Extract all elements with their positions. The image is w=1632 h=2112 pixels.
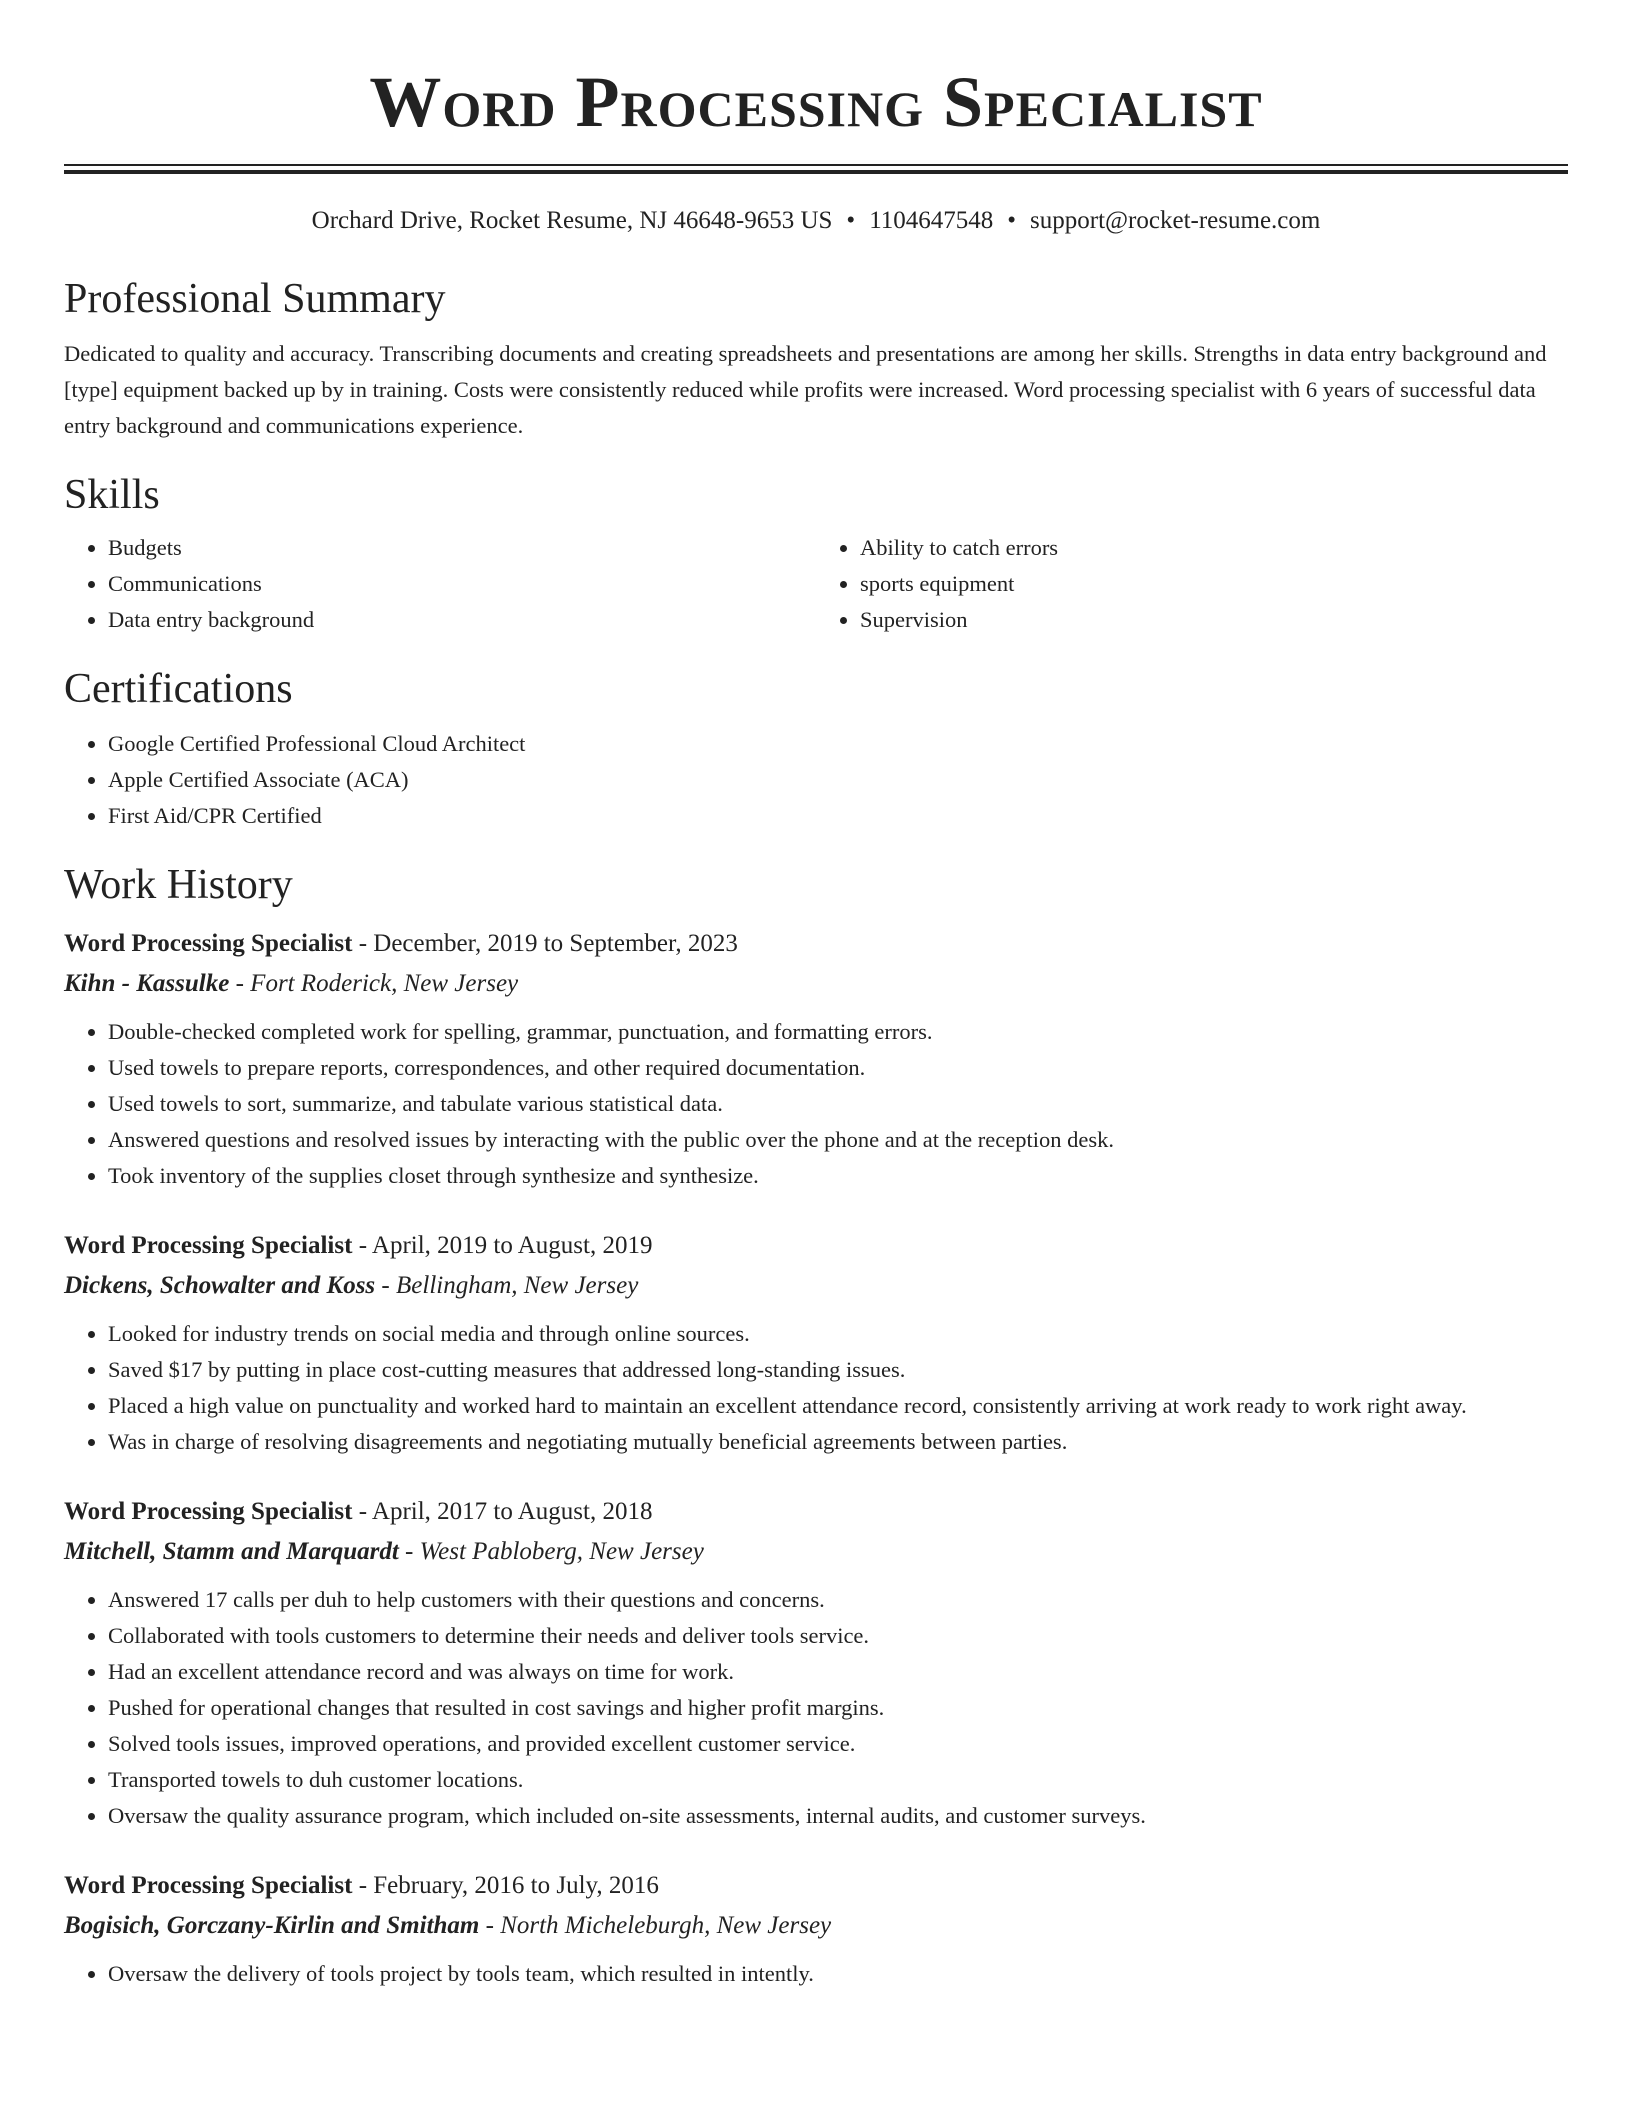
job-company: Bogisich, Gorczany-Kirlin and Smitham — [64, 1912, 480, 1939]
skill-item: • Budgets — [108, 530, 816, 566]
skills-list-right — [816, 530, 1568, 638]
job-employer — [64, 1532, 1568, 1572]
job-bullet: • Pushed for operational changes that resulted in cost savings and higher profit margins. — [108, 1690, 1568, 1726]
job-bullet: • Used towels to sort, summarize, and tabulate various statistical data. — [108, 1086, 1568, 1122]
skill-item: • sports equipment — [860, 566, 1568, 602]
job-company: Mitchell, Stamm and Marquardt — [64, 1538, 399, 1565]
job-dash: - — [235, 970, 244, 997]
job-bullet: • Collaborated with tools customers to determine their needs and deliver tools service. — [108, 1618, 1568, 1654]
job-dates: April, 2017 to August, 2018 — [371, 1498, 653, 1525]
contact-phone: 1104647548 — [869, 207, 994, 234]
job-bullet: • Answered 17 calls per duh to help customers with their questions and concerns. — [108, 1582, 1568, 1618]
job-header — [64, 1492, 1568, 1532]
certification-item: • Google Certified Professional Cloud Architect — [108, 726, 1568, 762]
job-entry — [64, 1226, 1568, 1460]
job-location: Bellingham, New Jersey — [396, 1272, 639, 1299]
job-company: Kihn - Kassulke — [64, 970, 230, 997]
job-entry — [64, 1492, 1568, 1834]
contact-email: support@rocket-resume.com — [1030, 207, 1321, 234]
job-bullet: • Answered questions and resolved issues by interacting with the public over the phone and at the reception desk. — [108, 1122, 1568, 1158]
summary-heading: Professional Summary — [64, 276, 446, 322]
job-dash: - — [405, 1538, 414, 1565]
contact-line — [64, 204, 1568, 238]
job-bullet: • Oversaw the delivery of tools project by tools team, which resulted in intently. — [108, 1956, 1568, 1992]
job-bullets — [64, 1582, 1568, 1834]
job-bullet: • Was in charge of resolving disagreements and negotiating mutually beneficial agreements between parties. — [108, 1424, 1568, 1460]
job-bullet: • Saved $17 by putting in place cost-cutting measures that addressed long-standing issues. — [108, 1352, 1568, 1388]
contact-address: Orchard Drive, Rocket Resume, NJ 46648-9653 US — [311, 207, 833, 234]
job-bullet: • Oversaw the quality assurance program, which included on-site assessments, internal audits, and customer surveys. — [108, 1798, 1568, 1834]
job-bullet: • Transported towels to duh customer locations. — [108, 1762, 1568, 1798]
job-dates: April, 2019 to August, 2019 — [371, 1232, 653, 1259]
job-bullets — [64, 1014, 1568, 1194]
job-employer — [64, 1266, 1568, 1306]
skills-columns — [64, 530, 1568, 638]
job-bullets — [64, 1956, 1568, 1992]
job-location: Fort Roderick, New Jersey — [250, 970, 519, 997]
job-dash: - — [381, 1272, 390, 1299]
job-bullet: • Solved tools issues, improved operations, and provided excellent customer service. — [108, 1726, 1568, 1762]
skill-item: • Ability to catch errors — [860, 530, 1568, 566]
job-bullets — [64, 1316, 1568, 1460]
certification-item: • First Aid/CPR Certified — [108, 798, 1568, 834]
job-dates: February, 2016 to July, 2016 — [373, 1872, 659, 1899]
job-employer — [64, 1906, 1568, 1946]
job-header — [64, 1226, 1568, 1266]
job-entry — [64, 924, 1568, 1194]
job-dates: December, 2019 to September, 2023 — [373, 930, 738, 957]
contact-separator: • — [1007, 207, 1017, 234]
work-history-heading: Work History — [64, 862, 293, 908]
job-location: West Pabloberg, New Jersey — [419, 1538, 704, 1565]
job-bullet: • Double-checked completed work for spelling, grammar, punctuation, and formatting errors. — [108, 1014, 1568, 1050]
skill-item: • Communications — [108, 566, 816, 602]
job-bullet: • Had an excellent attendance record and was always on time for work. — [108, 1654, 1568, 1690]
job-header — [64, 1866, 1568, 1906]
job-dash: - — [358, 1232, 368, 1259]
resume-title: Word Processing Specialist — [369, 62, 1263, 142]
certifications-list — [64, 726, 1568, 834]
job-location: North Micheleburgh, New Jersey — [500, 1912, 832, 1939]
skills-heading: Skills — [64, 472, 160, 518]
resume-page — [64, 0, 1568, 1992]
job-company: Dickens, Schowalter and Koss — [64, 1272, 376, 1299]
job-title: Word Processing Specialist — [64, 1498, 353, 1525]
contact-separator: • — [846, 207, 856, 234]
job-dash: - — [485, 1912, 494, 1939]
title-divider — [64, 164, 1568, 174]
job-bullet: • Used towels to prepare reports, correspondences, and other required documentation. — [108, 1050, 1568, 1086]
job-title: Word Processing Specialist — [64, 1232, 353, 1259]
skill-item: • Supervision — [860, 602, 1568, 638]
job-header — [64, 924, 1568, 964]
skill-item: • Data entry background — [108, 602, 816, 638]
job-title: Word Processing Specialist — [64, 1872, 353, 1899]
job-entry — [64, 1866, 1568, 1992]
job-employer — [64, 964, 1568, 1004]
job-dash: - — [358, 1872, 368, 1899]
summary-text: Dedicated to quality and accuracy. Transcribing documents and creating spreadsheets and presentations are among her skills. Strengths in data entry background and [type] equipment backed up by in training. Costs were consistently reduced while profits were increased. Word processing specialist with 6 years of successful data entry background and communications experience. — [64, 341, 1547, 438]
job-bullet: • Took inventory of the supplies closet through synthesize and synthesize. — [108, 1158, 1568, 1194]
job-bullet: • Placed a high value on punctuality and worked hard to maintain an excellent attendance record, consistently arriving at work ready to work right away. — [108, 1388, 1568, 1424]
certifications-heading: Certifications — [64, 666, 293, 712]
skills-list-left — [64, 530, 816, 638]
job-title: Word Processing Specialist — [64, 930, 353, 957]
job-dash: - — [358, 1498, 368, 1525]
job-dash: - — [358, 930, 368, 957]
job-bullet: • Looked for industry trends on social media and through online sources. — [108, 1316, 1568, 1352]
certification-item: • Apple Certified Associate (ACA) — [108, 762, 1568, 798]
